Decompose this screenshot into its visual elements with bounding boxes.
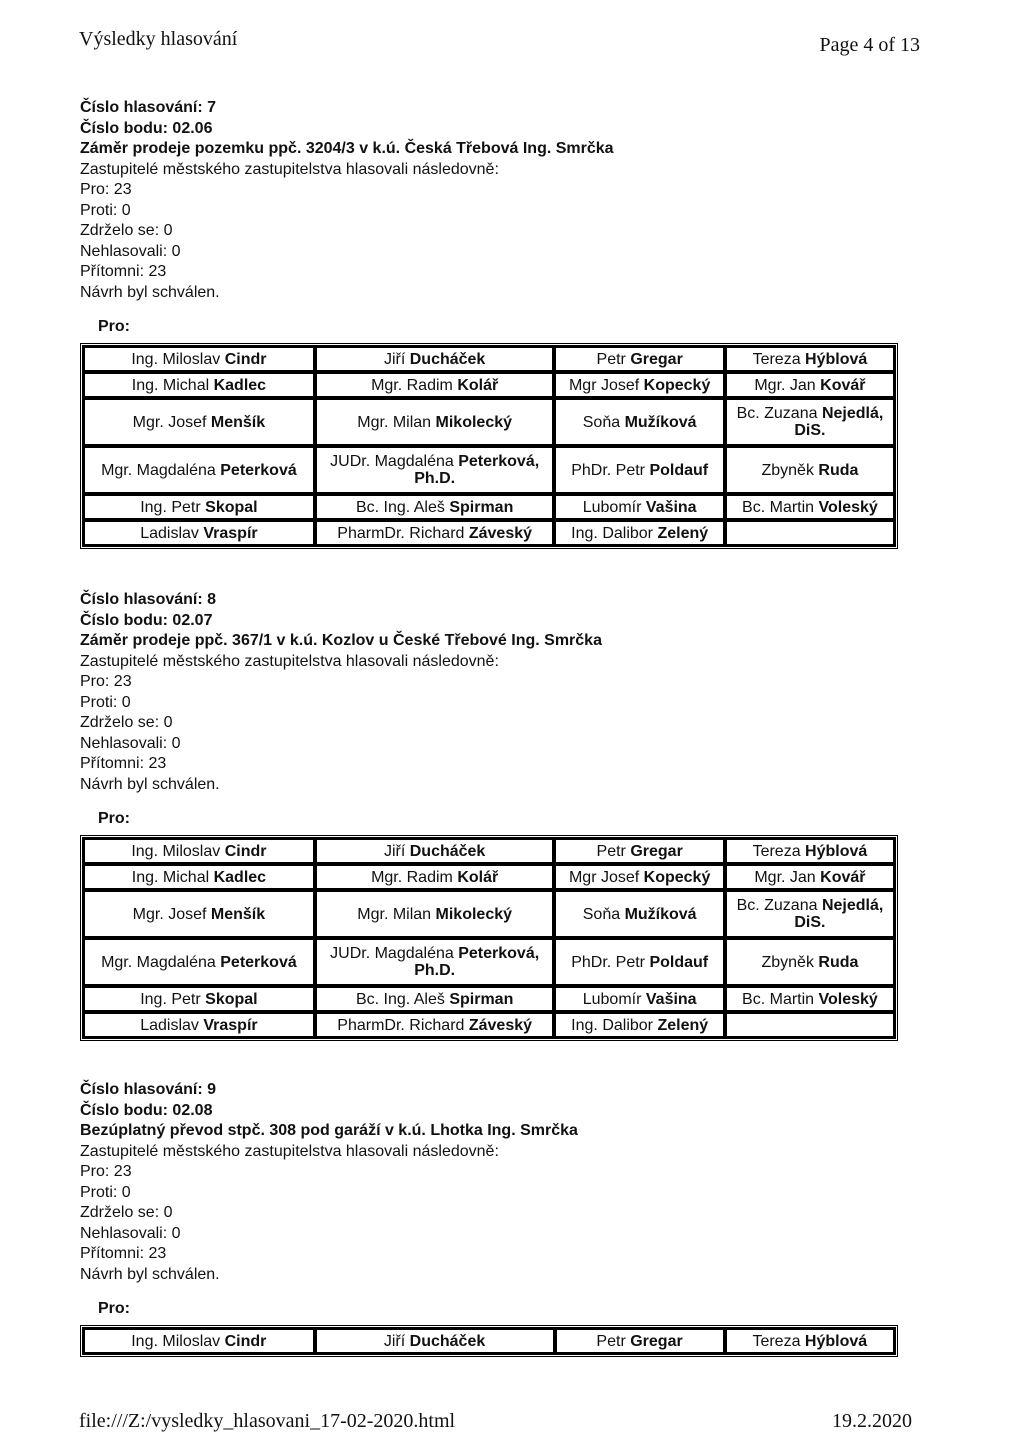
- member-first-name: Zuzana: [764, 405, 822, 422]
- member-first-name: Milan: [392, 413, 436, 431]
- member-first-name: Petr: [171, 990, 206, 1008]
- member-cell: [554, 890, 724, 938]
- member-cell: [554, 938, 724, 986]
- member-first-name: Jiří: [383, 1332, 410, 1350]
- member-surname: Cindr: [224, 1332, 267, 1350]
- count-zdrzelo: Zdrželo se: 0: [80, 714, 173, 731]
- vote-intro: Zastupitelé městského zastupitelstva hlasovali následovně:: [80, 160, 499, 178]
- member-cell: [725, 890, 895, 938]
- member-surname: Skopal: [205, 498, 258, 516]
- member-surname: Gregar: [630, 1332, 683, 1350]
- vote-subject: Záměr prodeje pozemku ppč. 3204/3 v k.ú. Česká Třebová Ing. Smrčka: [80, 140, 614, 157]
- member-cell: [83, 838, 315, 864]
- member-cell: [725, 938, 895, 986]
- member-first-name: Richard: [409, 524, 469, 542]
- count-pritomni: Přítomni: 23: [80, 1245, 167, 1262]
- vote-subject: Záměr prodeje ppč. 367/1 v k.ú. Kozlov u České Třebové Ing. Smrčka: [80, 632, 602, 649]
- member-first-name: Magdaléna: [136, 953, 221, 971]
- member-cell: [315, 398, 555, 446]
- member-first-name: Miloslav: [162, 350, 225, 368]
- member-title: Ing.: [131, 868, 163, 886]
- member-first-name: Richard: [409, 1016, 469, 1034]
- member-surname: Ducháček: [409, 1332, 486, 1350]
- member-first-name: Petr: [171, 498, 206, 516]
- member-surname: Vraspír: [203, 1016, 258, 1034]
- member-first-name: Dalibor: [602, 524, 658, 542]
- member-first-name: Jiří: [383, 350, 410, 368]
- member-first-name: Jan: [789, 868, 821, 886]
- member-surname: Peterková: [220, 953, 297, 971]
- table-row: [83, 938, 895, 986]
- member-cell: [315, 864, 555, 890]
- member-surname: Nejedlá, DiS.: [794, 405, 884, 439]
- member-surname: Záveský: [468, 524, 533, 542]
- member-title: Mgr.: [132, 413, 169, 431]
- table-row: [83, 494, 895, 520]
- vote-section: [80, 1080, 900, 1357]
- vote-intro: Zastupitelé městského zastupitelstva hlasovali následovně:: [80, 652, 499, 670]
- member-surname: Záveský: [468, 1016, 533, 1034]
- member-first-name: Zbyněk: [761, 461, 819, 479]
- member-first-name: Martin: [769, 990, 819, 1008]
- member-first-name: Lubomír: [582, 498, 646, 516]
- member-title: Mgr.: [371, 376, 407, 394]
- member-surname: Hýblová: [805, 842, 868, 860]
- member-first-name: Miloslav: [162, 842, 225, 860]
- member-surname: Vašina: [645, 990, 697, 1008]
- member-cell: [554, 346, 724, 372]
- count-pro: Pro: 23: [80, 673, 132, 690]
- member-first-name: Aleš: [413, 498, 450, 516]
- member-surname: Menšík: [210, 905, 266, 923]
- member-cell: [315, 494, 555, 520]
- member-first-name: Michal: [162, 376, 214, 394]
- member-title: Mgr.: [132, 905, 169, 923]
- member-title: Mgr: [568, 376, 601, 394]
- member-cell: [554, 864, 724, 890]
- member-title: Bc.: [742, 990, 770, 1008]
- member-title: JUDr.: [330, 453, 375, 470]
- member-first-name: Soňa: [582, 413, 625, 431]
- page-number: Page 4 of 13: [819, 34, 920, 56]
- member-surname: Voleský: [818, 498, 878, 516]
- member-surname: Gregar: [630, 350, 683, 368]
- member-cell: [315, 446, 555, 494]
- member-first-name: Zbyněk: [761, 953, 819, 971]
- member-cell: [725, 398, 895, 446]
- member-title: PhDr.: [571, 953, 616, 971]
- count-pritomni: Přítomni: 23: [80, 755, 167, 772]
- member-surname: Ruda: [818, 953, 859, 971]
- member-first-name: Soňa: [582, 905, 625, 923]
- members-table: [80, 1325, 898, 1357]
- member-first-name: Miloslav: [162, 1332, 225, 1350]
- member-first-name: Petr: [615, 953, 650, 971]
- count-zdrzelo: Zdrželo se: 0: [80, 1204, 173, 1221]
- member-cell: [83, 494, 315, 520]
- member-first-name: Petr: [596, 350, 631, 368]
- member-title: Bc.: [736, 405, 765, 422]
- vote-intro: Zastupitelé městského zastupitelstva hlasovali následovně:: [80, 1142, 499, 1160]
- member-cell: [315, 372, 555, 398]
- member-cell: [725, 1012, 895, 1038]
- member-surname: Zelený: [657, 1016, 709, 1034]
- member-first-name: Petr: [596, 842, 631, 860]
- table-row: [83, 1012, 895, 1038]
- count-nehlasovali: Nehlasovali: 0: [80, 734, 181, 752]
- member-title: Mgr.: [357, 413, 393, 431]
- member-title: Bc. Ing.: [355, 990, 414, 1008]
- member-surname: Hýblová: [805, 350, 868, 368]
- member-first-name: Josef: [600, 868, 644, 886]
- member-cell: [315, 346, 555, 372]
- member-first-name: Magdaléna: [136, 461, 221, 479]
- member-cell: [555, 1328, 725, 1354]
- member-surname: Vašina: [645, 498, 697, 516]
- count-zdrzelo: Zdrželo se: 0: [80, 222, 173, 239]
- member-cell: [315, 838, 555, 864]
- member-first-name: Milan: [392, 905, 436, 923]
- member-surname: Vraspír: [203, 524, 258, 542]
- member-cell: [554, 986, 724, 1012]
- member-surname: Nejedlá, DiS.: [794, 897, 884, 931]
- member-first-name: Ladislav: [140, 524, 204, 542]
- count-pro: Pro: 23: [80, 181, 132, 198]
- member-title: Mgr.: [754, 868, 790, 886]
- member-first-name: Ladislav: [140, 1016, 204, 1034]
- page-title: Výsledky hlasování: [79, 28, 238, 50]
- member-cell: [725, 864, 895, 890]
- member-first-name: Petr: [596, 1332, 631, 1350]
- member-surname: Mikolecký: [435, 413, 513, 431]
- member-surname: Menšík: [210, 413, 266, 431]
- count-nehlasovali: Nehlasovali: 0: [80, 242, 181, 260]
- member-cell: [725, 838, 895, 864]
- member-surname: Cindr: [224, 842, 267, 860]
- vote-number: Číslo hlasování: 8: [80, 591, 217, 608]
- members-table: [80, 835, 898, 1041]
- member-title: Ing.: [131, 350, 163, 368]
- member-cell: [83, 346, 315, 372]
- vote-subject: Bezúplatný převod stpč. 308 pod garáží v k.ú. Lhotka Ing. Smrčka: [80, 1122, 578, 1139]
- pro-list-label: Pro:: [98, 318, 130, 335]
- member-first-name: Petr: [615, 461, 650, 479]
- member-title: Mgr.: [101, 461, 137, 479]
- member-title: Bc. Ing.: [355, 498, 414, 516]
- member-title: Bc.: [742, 498, 770, 516]
- table-row: [83, 986, 895, 1012]
- count-pro: Pro: 23: [80, 1163, 132, 1180]
- member-first-name: Martin: [769, 498, 819, 516]
- member-cell: [315, 938, 555, 986]
- member-title: Ing.: [571, 1016, 603, 1034]
- member-first-name: Dalibor: [602, 1016, 658, 1034]
- member-cell: [83, 986, 315, 1012]
- member-first-name: Radim: [406, 376, 458, 394]
- count-pritomni: Přítomni: 23: [80, 263, 167, 280]
- member-title: Ing.: [131, 376, 163, 394]
- count-nehlasovali: Nehlasovali: 0: [80, 1224, 181, 1242]
- member-surname: Mikolecký: [435, 905, 513, 923]
- member-cell: [83, 446, 315, 494]
- print-date: 19.2.2020: [832, 1410, 912, 1432]
- member-cell: [83, 1012, 315, 1038]
- pro-list-label: Pro:: [98, 810, 130, 827]
- member-surname: Spirman: [449, 498, 514, 516]
- table-row: [83, 890, 895, 938]
- member-cell: [83, 1328, 315, 1354]
- member-cell: [554, 838, 724, 864]
- member-cell: [554, 446, 724, 494]
- member-title: Ing.: [131, 1332, 163, 1350]
- member-cell: [315, 1012, 555, 1038]
- vote-number: Číslo hlasování: 7: [80, 99, 217, 116]
- member-cell: [554, 1012, 724, 1038]
- table-row: [83, 346, 895, 372]
- page-header: [79, 28, 920, 57]
- member-surname: Kadlec: [213, 868, 267, 886]
- table-row: [83, 838, 895, 864]
- member-cell: [83, 520, 315, 546]
- member-surname: Kolář: [457, 376, 499, 394]
- table-row: [83, 864, 895, 890]
- member-first-name: Zuzana: [764, 897, 822, 914]
- member-cell: [83, 372, 315, 398]
- count-proti: Proti: 0: [80, 1183, 131, 1201]
- member-cell: [315, 890, 555, 938]
- item-number: Číslo bodu: 02.07: [80, 611, 213, 629]
- member-cell: [554, 494, 724, 520]
- member-title: PhDr.: [571, 461, 616, 479]
- member-first-name: Josef: [600, 376, 644, 394]
- member-cell: [315, 986, 555, 1012]
- vote-result: Návrh byl schválen.: [80, 1265, 220, 1283]
- member-surname: Poldauf: [649, 461, 709, 479]
- member-title: Mgr.: [101, 953, 137, 971]
- member-cell: [554, 398, 724, 446]
- member-surname: Peterková, Ph.D.: [414, 945, 540, 979]
- vote-number: Číslo hlasování: 9: [80, 1081, 217, 1098]
- member-surname: Gregar: [630, 842, 683, 860]
- member-first-name: Josef: [168, 905, 211, 923]
- count-proti: Proti: 0: [80, 201, 131, 219]
- member-first-name: Josef: [168, 413, 211, 431]
- member-cell: [725, 494, 895, 520]
- member-first-name: Lubomír: [582, 990, 646, 1008]
- member-first-name: Aleš: [413, 990, 450, 1008]
- member-surname: Peterková, Ph.D.: [414, 453, 540, 487]
- member-surname: Zelený: [657, 524, 709, 542]
- member-title: PharmDr.: [337, 524, 410, 542]
- member-first-name: Tereza: [752, 1332, 805, 1350]
- member-title: Mgr.: [357, 905, 393, 923]
- member-surname: Kopecký: [643, 376, 711, 394]
- member-surname: Peterková: [220, 461, 297, 479]
- table-row: [83, 372, 895, 398]
- member-cell: [725, 986, 895, 1012]
- member-surname: Kovář: [820, 376, 866, 394]
- member-title: JUDr.: [330, 945, 375, 962]
- member-first-name: Tereza: [752, 842, 806, 860]
- member-surname: Cindr: [224, 350, 267, 368]
- member-cell: [725, 446, 895, 494]
- member-cell: [725, 372, 895, 398]
- member-title: Ing.: [140, 990, 172, 1008]
- count-proti: Proti: 0: [80, 693, 131, 711]
- member-surname: Ruda: [818, 461, 859, 479]
- member-surname: Ducháček: [409, 842, 486, 860]
- member-first-name: Jan: [789, 376, 821, 394]
- table-row: [83, 446, 895, 494]
- member-title: PharmDr.: [337, 1016, 410, 1034]
- vote-section: [80, 590, 900, 1041]
- table-row: [83, 520, 895, 546]
- member-surname: Kolář: [457, 868, 499, 886]
- member-title: Ing.: [131, 842, 163, 860]
- member-cell: [83, 890, 315, 938]
- page-footer: [79, 1410, 912, 1433]
- member-surname: Kovář: [820, 868, 866, 886]
- vote-result: Návrh byl schválen.: [80, 775, 220, 793]
- file-path: file:///Z:/vysledky_hlasovani_17-02-2020.html: [79, 1410, 456, 1432]
- member-cell: [725, 1328, 895, 1354]
- member-cell: [83, 864, 315, 890]
- member-surname: Mužíková: [624, 905, 697, 923]
- table-row: [83, 398, 895, 446]
- member-title: Bc.: [736, 897, 765, 914]
- vote-section: [80, 98, 900, 549]
- member-surname: Mužíková: [624, 413, 697, 431]
- members-table: [80, 343, 898, 549]
- member-surname: Voleský: [818, 990, 878, 1008]
- member-surname: Kadlec: [213, 376, 267, 394]
- item-number: Číslo bodu: 02.08: [80, 1101, 213, 1119]
- member-title: Mgr: [568, 868, 601, 886]
- member-title: Ing.: [571, 524, 603, 542]
- member-cell: [725, 346, 895, 372]
- table-row: [83, 1328, 895, 1354]
- member-title: Ing.: [140, 498, 172, 516]
- member-surname: Spirman: [449, 990, 514, 1008]
- member-surname: Poldauf: [649, 953, 709, 971]
- member-cell: [725, 520, 895, 546]
- member-surname: Skopal: [205, 990, 258, 1008]
- member-cell: [315, 1328, 555, 1354]
- member-cell: [83, 938, 315, 986]
- member-cell: [554, 520, 724, 546]
- member-first-name: Magdaléna: [374, 453, 459, 470]
- member-first-name: Tereza: [752, 350, 806, 368]
- pro-list-label: Pro:: [98, 1300, 130, 1317]
- member-first-name: Magdaléna: [374, 945, 459, 962]
- vote-result: Návrh byl schválen.: [80, 283, 220, 301]
- member-cell: [83, 398, 315, 446]
- member-title: Mgr.: [754, 376, 790, 394]
- member-title: Mgr.: [371, 868, 407, 886]
- member-first-name: Jiří: [383, 842, 410, 860]
- member-cell: [315, 520, 555, 546]
- member-surname: Hýblová: [804, 1332, 868, 1350]
- member-cell: [554, 372, 724, 398]
- member-surname: Ducháček: [409, 350, 486, 368]
- member-surname: Kopecký: [643, 868, 711, 886]
- member-first-name: Radim: [406, 868, 458, 886]
- item-number: Číslo bodu: 02.06: [80, 119, 213, 137]
- member-first-name: Michal: [162, 868, 214, 886]
